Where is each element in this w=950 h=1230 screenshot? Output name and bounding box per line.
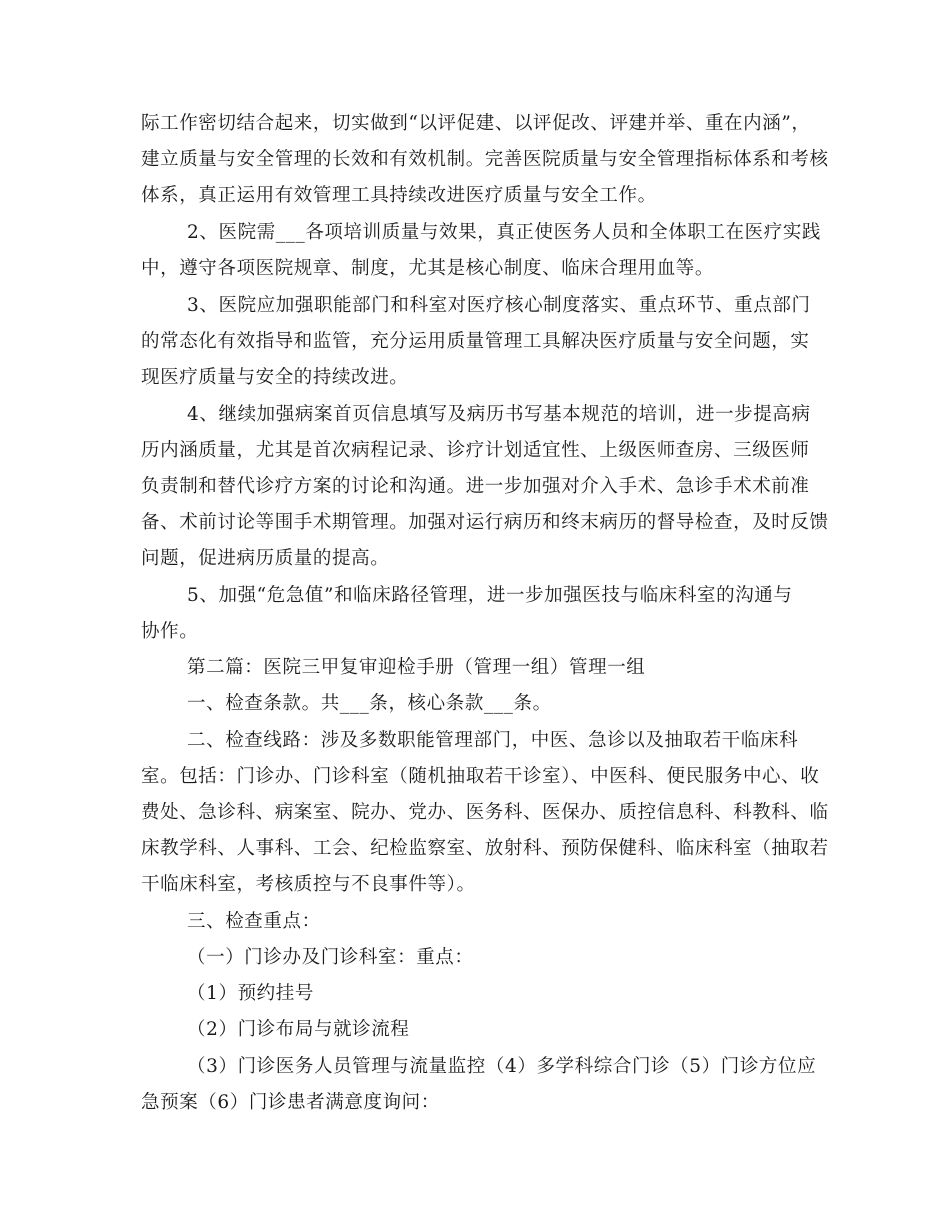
subsection-outpatient: （一）门诊办及门诊科室：重点： (187, 947, 474, 968)
text-line-10: 历内涵质量，尤其是首次病程记录、诊疗计划适宜性、上级医师查房、三级医师 (141, 440, 810, 461)
section-heading: 第二篇：医院三甲复审迎检手册（管理一组）管理一组 (187, 657, 646, 678)
text-line-2: 建立质量与安全管理的长效和有效机制。完善医院质量与安全管理指标体系和考核 (141, 149, 829, 170)
text-line-28: 急预案（6）门诊患者满意度询问： (141, 1092, 440, 1113)
item-three-heading: 三、检查重点： (187, 911, 321, 932)
text-line-21: 床教学科、人事科、工会、纪检监察室、放射科、预防保健科、临床科室（抽取若 (141, 838, 829, 859)
text-line-20: 费处、急诊科、病案室、院办、党办、医务科、医保办、质控信息科、科教科、临 (141, 802, 829, 823)
text-line-22: 干临床科室，考核质控与不良事件等）。 (141, 874, 476, 895)
text-line-7: 的常态化有效指导和监管，充分运用质量管理工具解决医疗质量与安全问题，实 (141, 331, 810, 352)
text-line-12: 备、术前讨论等围手术期管理。加强对运行病历和终末病历的督导检查，及时反馈 (141, 512, 829, 533)
text-line-15: 协作。 (141, 621, 199, 642)
item-two-line-1: 二、检查线路：涉及多数职能管理部门，中医、急诊以及抽取若干临床科 (187, 730, 799, 751)
list-item-3: （3）门诊医务人员管理与流量监控（4）多学科综合门诊（5）门诊方位应 (187, 1056, 817, 1077)
paragraph-4-line-1: 4、继续加强病案首页信息填写及病历书写基本规范的培训，进一步提高病 (187, 404, 811, 425)
text-line-3: 体系，真正运用有效管理工具持续改进医疗质量与安全工作。 (141, 185, 657, 206)
item-one-line: 一、检查条款。共___条，核心条款___条。 (187, 693, 552, 714)
text-line-13: 问题，促进病历质量的提高。 (141, 548, 390, 569)
text-line-19: 室。包括：门诊办、门诊科室（随机抽取若干诊室）、中医科、便民服务中心、收 (141, 766, 820, 787)
list-item-2: （2）门诊布局与就诊流程 (187, 1019, 410, 1040)
text-line-11: 负责制和替代诊疗方案的讨论和沟通。进一步加强对介入手术、急诊手术术前准 (141, 476, 810, 497)
paragraph-5-line-1: 5、加强“危急值”和临床路径管理，进一步加强医技与临床科室的沟通与 (187, 585, 793, 606)
text-line-8: 现医疗质量与安全的持续改进。 (141, 367, 409, 388)
text-line-1: 际工作密切结合起来，切实做到“以评促建、以评促改、评建并举、重在内涵”， (141, 113, 811, 134)
paragraph-3-line-1: 3、医院应加强职能部门和科室对医疗核心制度落实、重点环节、重点部门 (187, 295, 811, 316)
list-item-1: （1）预约挂号 (187, 983, 314, 1004)
text-line-5: 中，遵守各项医院规章、制度，尤其是核心制度、临床合理用血等。 (141, 258, 715, 279)
paragraph-2-line-1: 2、医院需___各项培训质量与效果，真正使医务人员和全体职工在医疗实践 (187, 222, 822, 243)
